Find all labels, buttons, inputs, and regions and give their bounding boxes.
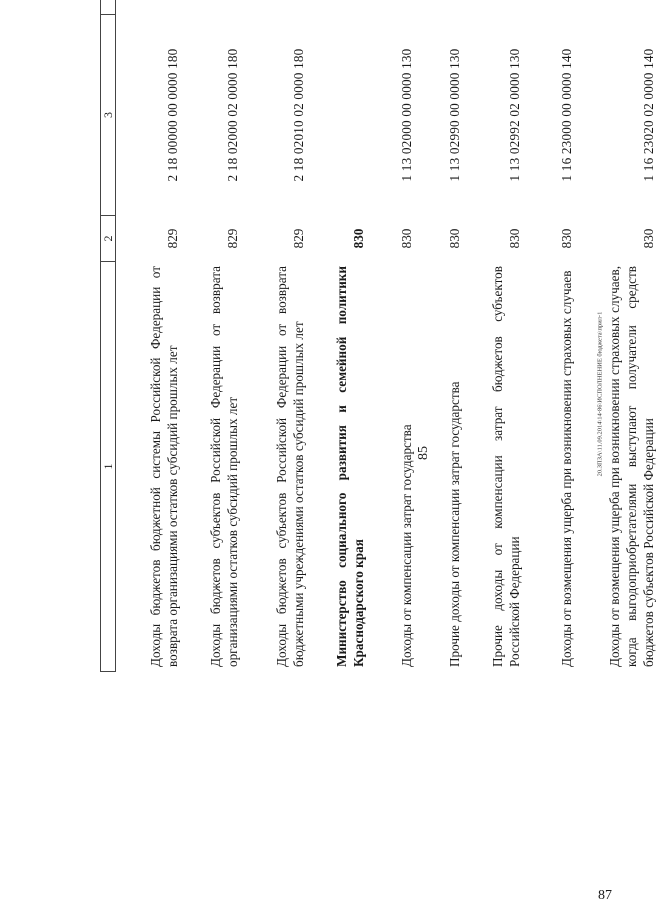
row-budget-code-cell: 2 18 02010 02 0000 180: [290, 48, 306, 182]
row-budget-code-cell: 2 18 00000 00 0000 180: [164, 48, 180, 182]
table-row: [182, 0, 242, 672]
table-row: [464, 0, 524, 672]
row-budget-code-cell: 1 16 23020 02 0000 140: [640, 48, 656, 182]
row-budget-code-cell: 1 16 23000 00 0000 140: [558, 48, 574, 182]
revenue-table: [100, 0, 658, 672]
row-admin-code-cell: 830: [506, 228, 522, 249]
row-budget-code-cell: 1 13 02992 02 0000 130: [506, 48, 522, 182]
header-col-4: [101, 0, 116, 15]
page-number-bottom: 87: [598, 888, 612, 903]
row-amount-cell: [116, 0, 182, 15]
header-col-2: 2: [101, 216, 116, 262]
row-amount-cell: [308, 0, 368, 15]
table-row: [524, 0, 576, 672]
table-row: [416, 0, 464, 672]
row-admin-code-cell: 829: [290, 228, 306, 249]
table-header-row: [101, 0, 116, 672]
table-body: [116, 0, 658, 672]
row-admin-code-cell: 830: [558, 228, 574, 249]
row-amount-cell: [576, 0, 658, 15]
row-name-cell: Доходы бюджетов бюджетной системы Российской Федерации от возврата организациями остатков субсидий прошлых лет: [147, 266, 180, 667]
header-col-1: 1: [101, 262, 116, 672]
row-amount-cell: [416, 0, 464, 15]
row-budget-code-cell: 1 13 02000 00 0000 130: [398, 48, 414, 182]
row-admin-code-cell: 829: [224, 228, 240, 249]
row-budget-code-cell: 2 18 02000 02 0000 180: [224, 48, 240, 182]
page-number-top: 85: [416, 446, 431, 460]
row-amount-cell: [464, 0, 524, 15]
row-name-cell: Доходы от возмещения ущерба при возникновении страховых случаев, когда выгодоприобретателями выступают получатели средств бюджетов субъектов Российской Федерации: [606, 266, 656, 667]
row-admin-code-cell: 830: [350, 228, 366, 249]
row-amount-cell: [182, 0, 242, 15]
row-amount-cell: [242, 0, 308, 15]
header-col-3: 3: [101, 15, 116, 216]
row-name-cell: Министерство социального развития и семейной политики Краснодарского края: [333, 266, 366, 667]
row-name-cell: Доходы от возмещения ущерба при возникновении страховых случаев: [558, 270, 574, 667]
row-name-cell: Доходы от компенсации затрат государства: [398, 424, 414, 667]
row-amount-cell: [524, 0, 576, 15]
row-admin-code-cell: 829: [164, 228, 180, 249]
row-name-cell: Доходы бюджетов субъектов Российской Федерации от возврата бюджетными учреждениями остатков субсидий прошлых лет: [273, 266, 306, 667]
row-budget-code-cell: [308, 15, 368, 216]
table-row: [368, 0, 416, 672]
table-row: [116, 0, 182, 672]
row-admin-code-cell: 830: [640, 228, 656, 249]
table-row: [308, 0, 368, 672]
row-name-cell: Прочие доходы от компенсации затрат бюджетов субъектов Российской Федерации: [489, 266, 522, 667]
row-admin-code-cell: 830: [398, 228, 414, 249]
row-admin-code-cell: 830: [446, 228, 462, 249]
table-row: [242, 0, 308, 672]
footer-file-path: 20.ЗПЗА\11.09.2014\14-86\ИСПОЛНЕНИЕ бюджета\прил-1: [596, 311, 604, 477]
table-row: [576, 0, 658, 672]
row-name-cell: Прочие доходы от компенсации затрат государства: [446, 381, 462, 667]
row-name-cell: Доходы бюджетов субъектов Российской Федерации от возврата организациями остатков субсидий прошлых лет: [207, 266, 240, 667]
row-amount-cell: [368, 0, 416, 15]
row-budget-code-cell: 1 13 02990 00 0000 130: [446, 48, 462, 182]
